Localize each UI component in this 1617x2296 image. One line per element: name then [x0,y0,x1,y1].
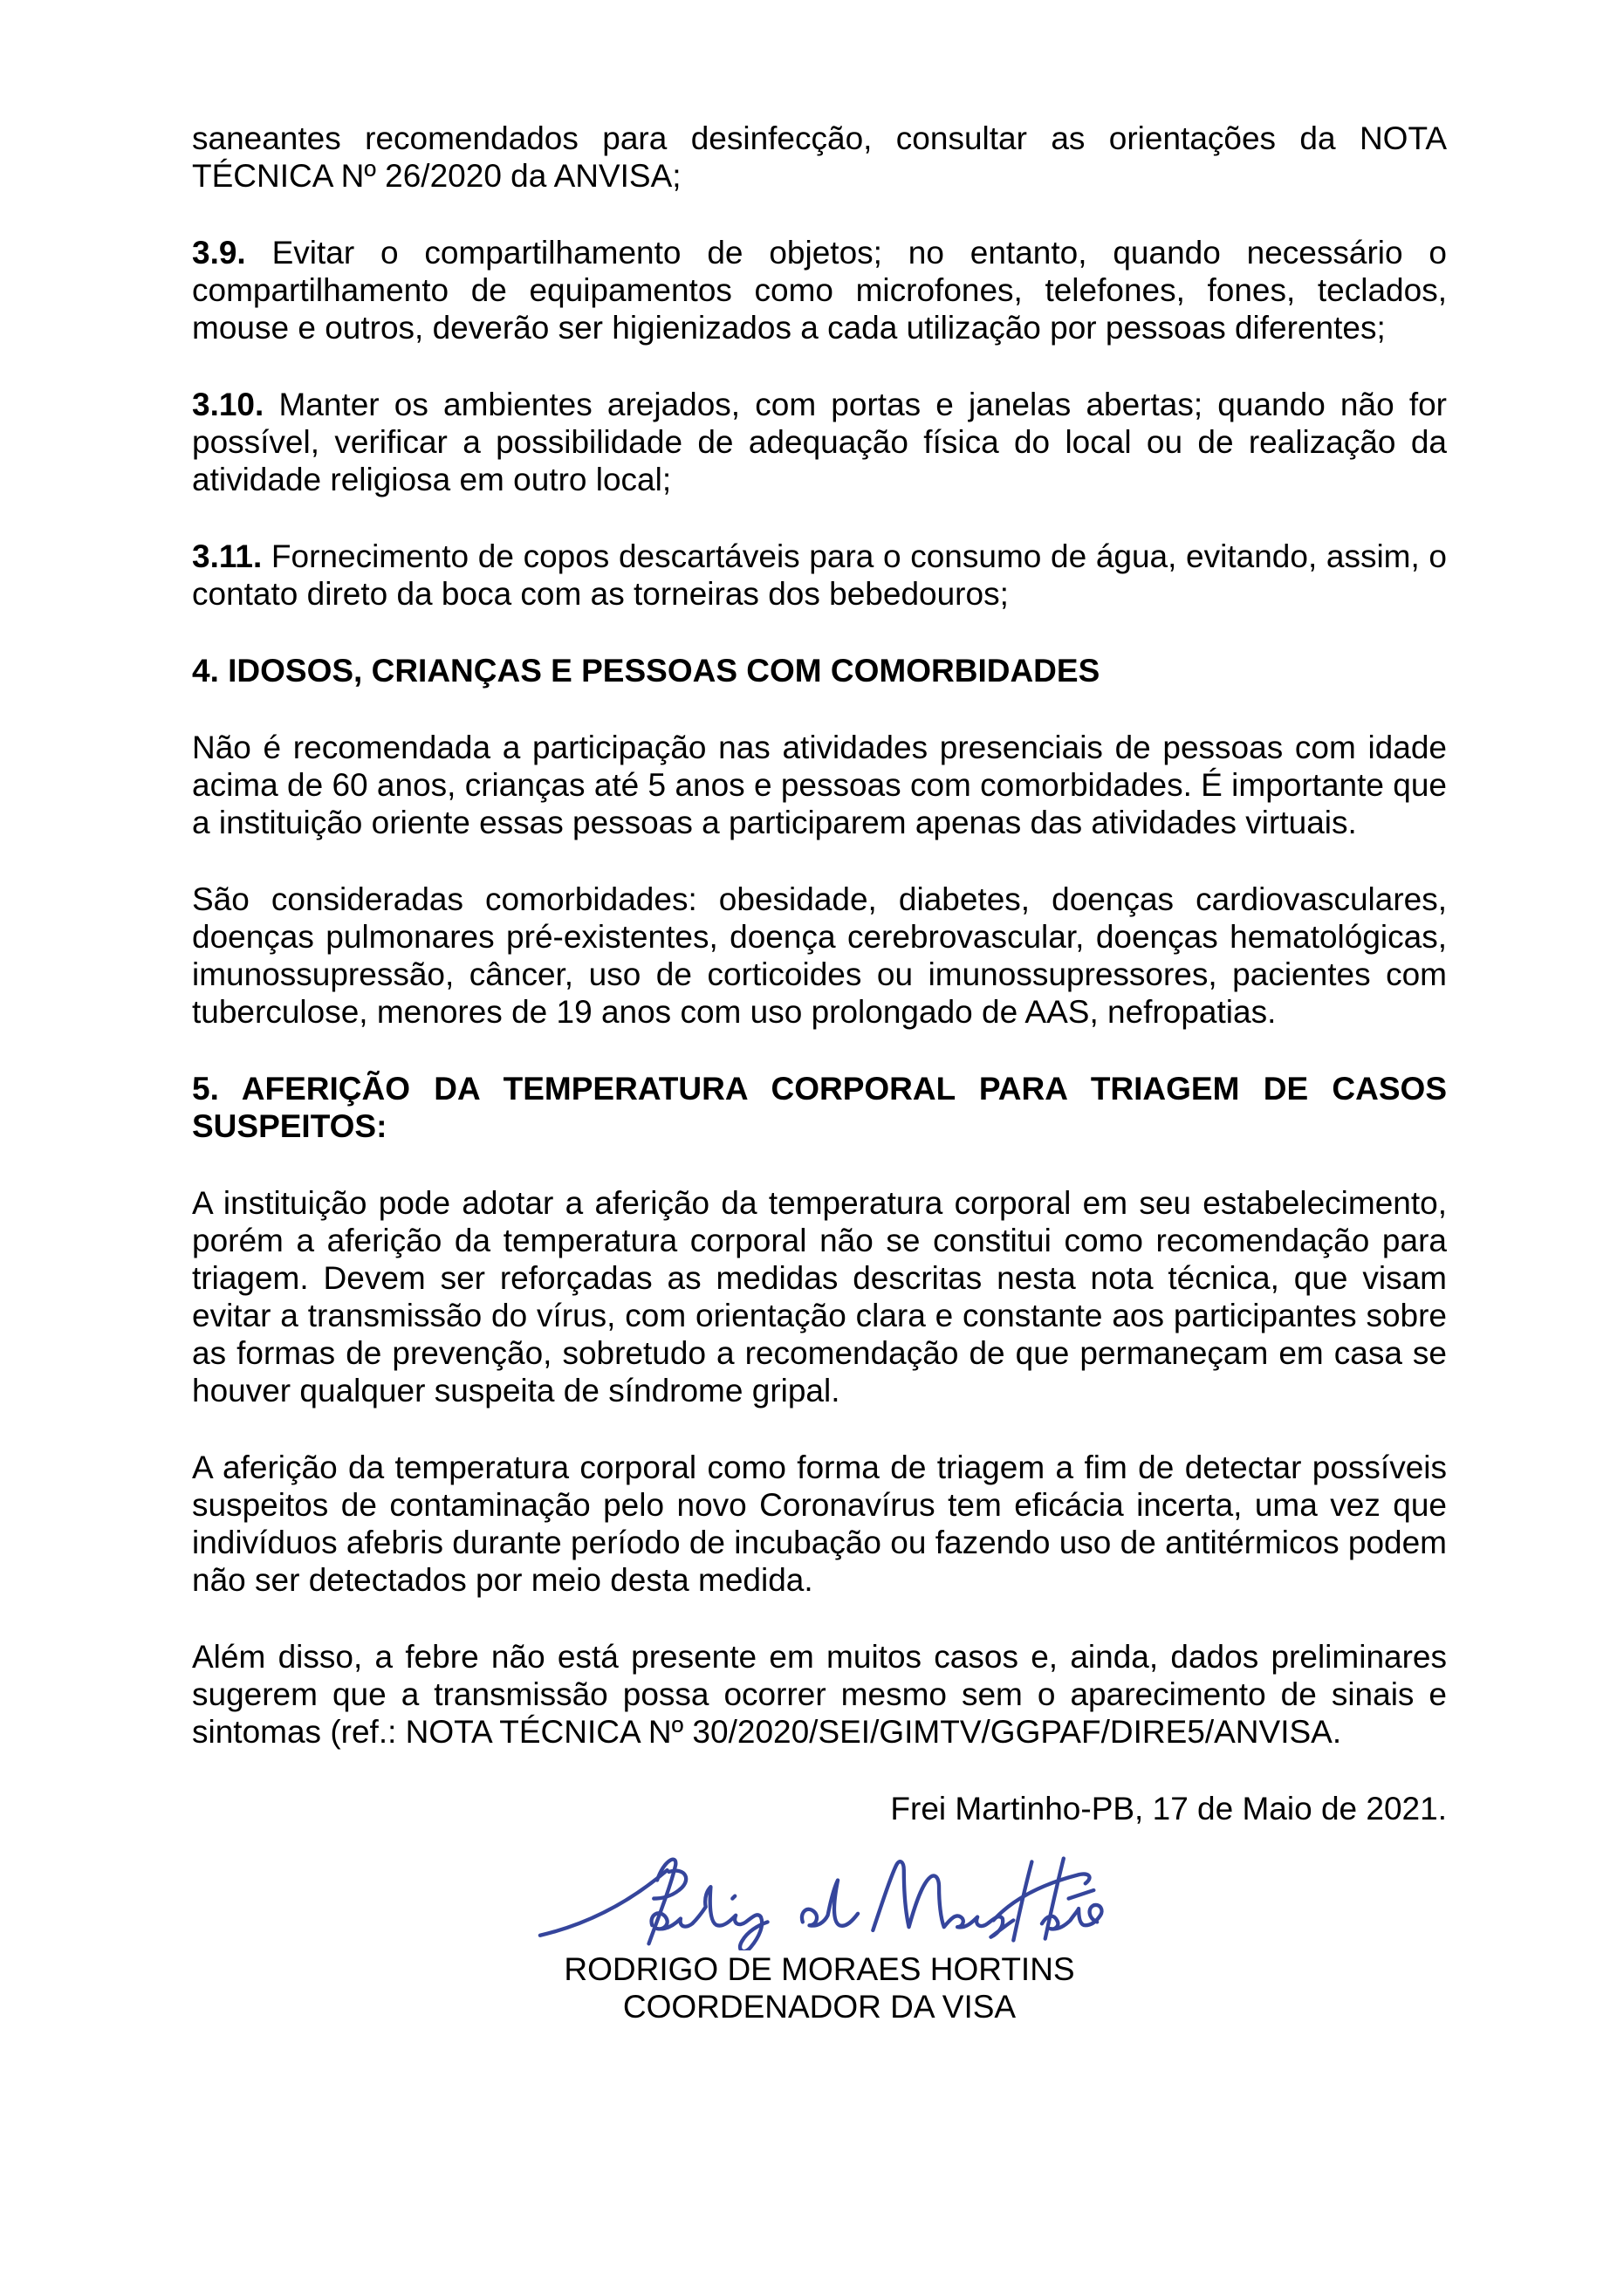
signature-image [518,1850,1120,1950]
item-text-3-11: Fornecimento de copos descartáveis para o consumo de água, evitando, assim, o contato direto da boca com as torneiras dos bebedouros; [192,538,1447,612]
signer-title: COORDENADOR DA VISA [622,1989,1017,2025]
paragraph-afericao-1: A instituição pode adotar a aferição da temperatura corporal em seu estabelecimento, porém a aferição da temperatura corporal não se constitui como recomendação para triagem. Devem ser reforçadas as medidas descritas nesta nota técnica, que visam evitar a transmissão do vírus, com orientação clara e constante aos participantes sobre as formas de prevenção, sobretudo a recomendação de que permaneçam em casa se houver qualquer suspeita de síndrome gripal. [192,1185,1447,1408]
signature-stroke [802,1881,858,1926]
paragraph-idosos-2: São consideradas comorbidades: obesidade, diabetes, doenças cardiovasculares, doenças pulmonares pré-existentes, doença cerebrovascular, doenças hematológicas, imunossupressão, câncer, uso de corticoides ou imunossupressores, pacientes com tuberculose, menores de 19 anos com uso prolongado de AAS, nefropatias. [192,881,1447,1030]
item-number-3-11: 3.11. [192,538,263,574]
document-page-content [192,120,1447,2025]
signature-stroke [873,1861,1013,1936]
item-text-3-9: Evitar o compartilhamento de objetos; no entanto, quando necessário o compartilhamento de equipamentos como microfones, telefones, fones, teclados, mouse e outros, deverão ser higienizados a cada utilização por pessoas diferentes; [192,235,1447,346]
section-heading-4: 4. IDOSOS, CRIANÇAS E PESSOAS COM COMORBIDADES [192,653,1100,689]
item-text-3-10: Manter os ambientes arejados, com portas e janelas abertas; quando não for possível, verificar a possibilidade de adequação física do local ou de realização da atividade religiosa em outro local; [192,387,1447,497]
section-heading-5: 5. AFERIÇÃO DA TEMPERATURA CORPORAL PARA TRIAGEM DE CASOS SUSPEITOS: [192,1071,1447,1144]
item-number-3-9: 3.9. [192,235,246,271]
paragraph-idosos-1: Não é recomendada a participação nas atividades presenciais de pessoas com idade acima de 60 anos, crianças até 5 anos e pessoas com comorbidades. É importante que a instituição oriente essas pessoas a participarem apenas das atividades virtuais. [192,730,1447,840]
paragraph-afericao-2: A aferição da temperatura corporal como forma de triagem a fim de detectar possíveis suspeitos de contaminação pelo novo Coronavírus tem eficácia incerta, uma vez que indivíduos afebris durante período de incubação ou fazendo uso de antitérmicos podem não ser detectados por meio desta medida. [192,1450,1447,1598]
item-number-3-10: 3.10. [192,387,264,422]
paragraph-item-3-10 [192,386,1447,498]
paragraph-afericao-3: Além disso, a febre não está presente em muitos casos e, ainda, dados preliminares sugerem que a transmissão possa ocorrer mesmo sem o aparecimento de sinais e sintomas (ref.: NOTA TÉCNICA Nº 30/2020/SEI/GIMTV/GGPAF/DIRE5/ANVISA. [192,1639,1447,1750]
signer-name: RODRIGO DE MORAES HORTINS [564,1951,1075,1987]
signature-stroke [1069,1890,1094,1899]
signature-block [192,1850,1447,2025]
signature-stroke [540,1870,668,1936]
signature-stroke [732,1896,735,1899]
dateline: Frei Martinho-PB, 17 de Maio de 2021. [890,1791,1447,1827]
paragraph-continuation: saneantes recomendados para desinfecção, consultar as orientações da NOTA TÉCNICA Nº 26/2020 da ANVISA; [192,120,1447,194]
paragraph-item-3-11 [192,538,1447,613]
paragraph-item-3-9 [192,234,1447,346]
